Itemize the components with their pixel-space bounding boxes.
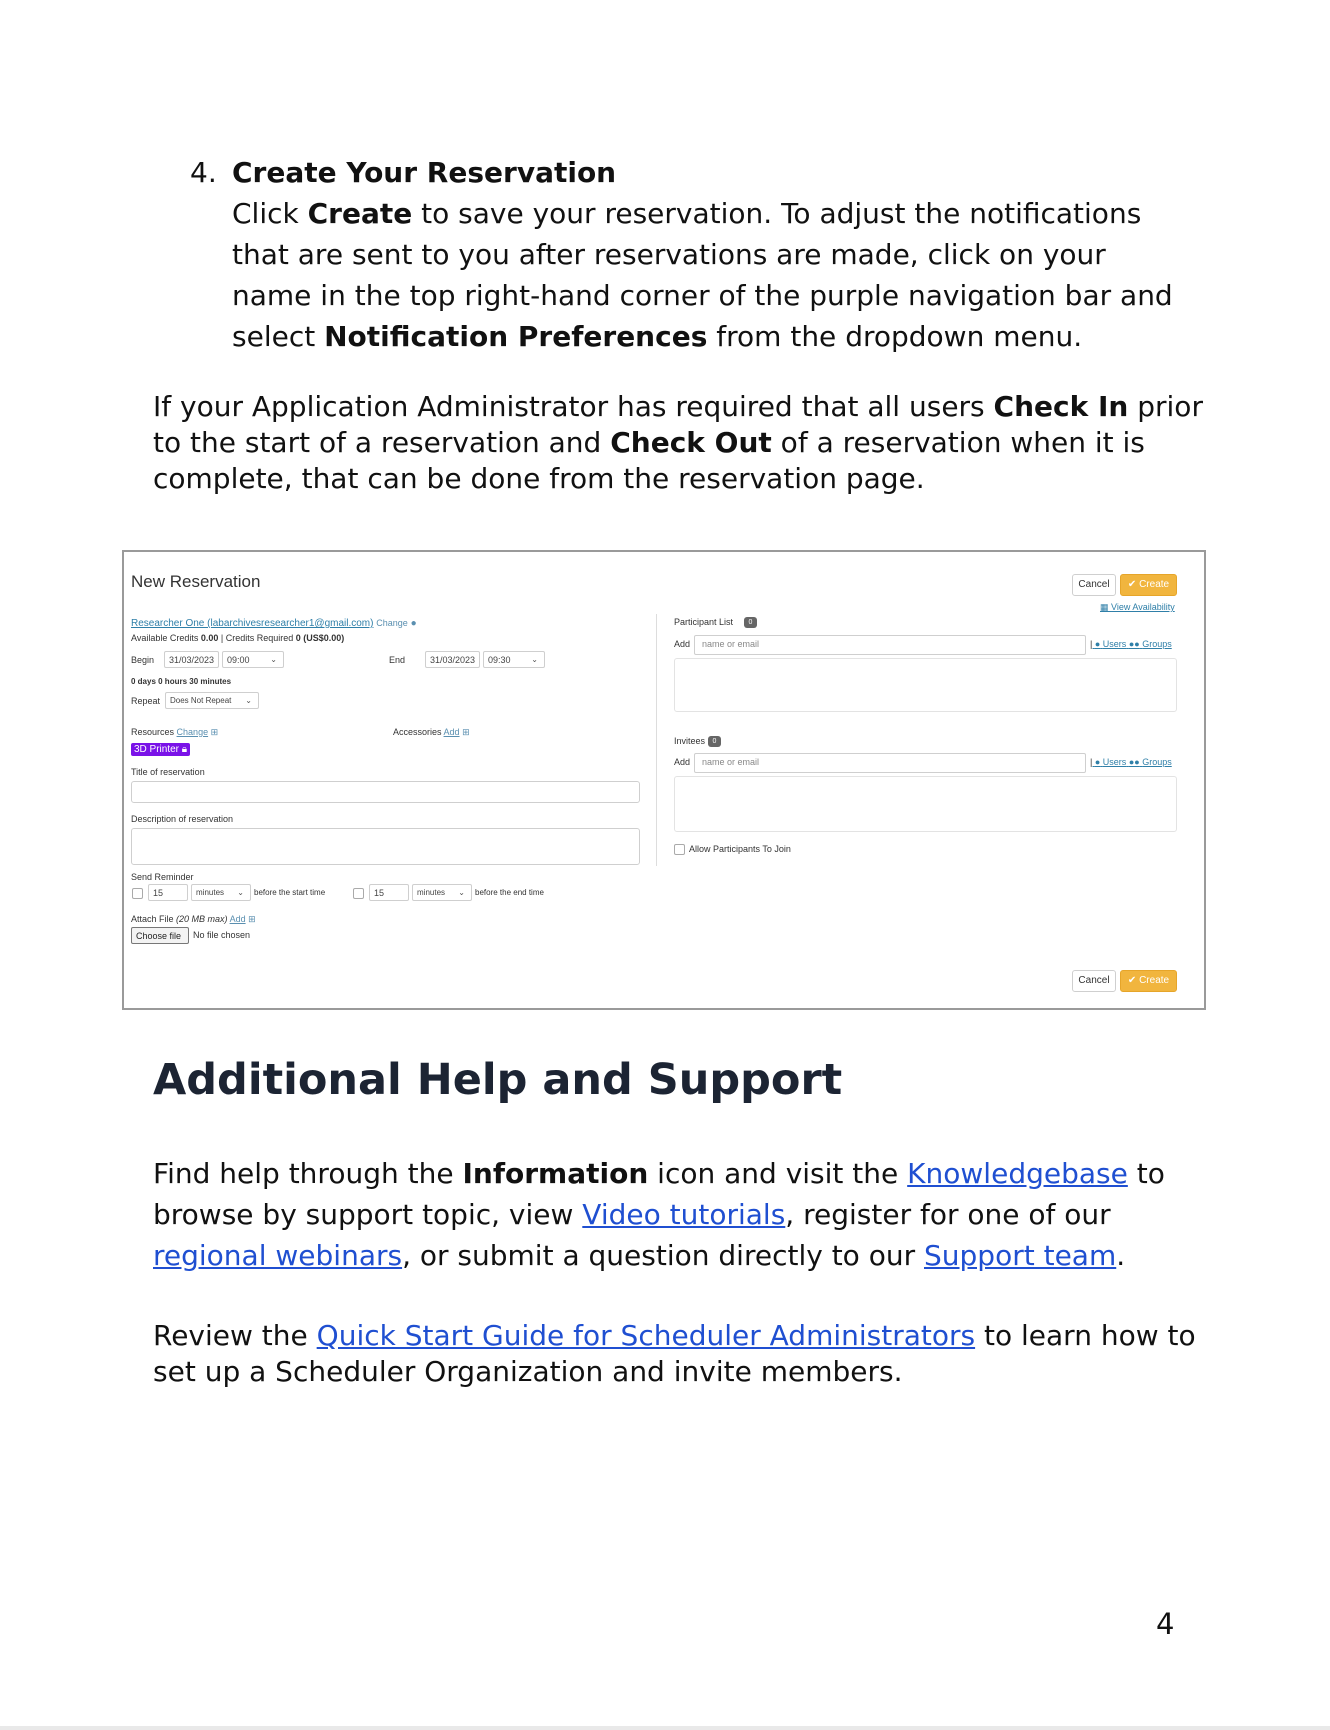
participant-count-badge: 0: [744, 617, 757, 628]
allow-join-label: Allow Participants To Join: [689, 844, 791, 854]
reminder-start-value[interactable]: 15: [148, 884, 188, 901]
review-paragraph: Review the Quick Start Guide for Scheduler Administrators to learn how to set up a Scheduler Organization and invite members.: [153, 1319, 1196, 1388]
invitees-list-box: [674, 776, 1177, 832]
user-line: [131, 618, 417, 629]
checkin-paragraph: If your Application Administrator has required that all users Check In prior to the start of a reservation and Check Out of a reservation when it is complete, that can be done from the reservation page.: [153, 390, 1203, 495]
step-line-3: name in the top right-hand corner of the purple navigation bar and: [232, 279, 1173, 312]
change-user-link[interactable]: Change: [376, 618, 408, 628]
calendar-icon: ▦: [1100, 602, 1112, 612]
view-availability-link[interactable]: ▦ View Availability: [1100, 602, 1175, 612]
cancel-button-bottom[interactable]: Cancel: [1072, 970, 1116, 992]
reminder-label: Send Reminder: [131, 872, 194, 882]
choose-file-button[interactable]: Choose file: [131, 927, 189, 944]
support-team-link[interactable]: Support team: [924, 1239, 1117, 1272]
description-textarea[interactable]: [131, 828, 640, 865]
no-file-text: No file chosen: [193, 930, 251, 940]
repeat-select[interactable]: Does Not Repeat ⌄: [165, 692, 259, 709]
help-paragraph: Find help through the Information icon and visit the Knowledgebase to browse by support topic, view Video tutorials, register for one of our regional webinars, or submit a question directly to our Support team.: [153, 1157, 1165, 1272]
duration-text: 0 days 0 hours 30 minutes: [131, 677, 232, 686]
form-title: New Reservation: [131, 572, 261, 591]
begin-time-select[interactable]: 09:00 ⌄: [222, 651, 284, 668]
reminder-start-checkbox[interactable]: [132, 888, 143, 899]
plus-square-icon: ⊞: [248, 914, 256, 924]
participant-label: Participant List: [674, 617, 734, 627]
page-number: 4: [1156, 1607, 1175, 1641]
plus-square-icon: ⊞: [210, 727, 219, 737]
repeat-label: Repeat: [131, 696, 161, 706]
end-time-select[interactable]: 09:30 ⌄: [483, 651, 545, 668]
participant-input[interactable]: name or email: [694, 635, 1086, 655]
plus-square-icon: ⊞: [462, 727, 470, 737]
chevron-down-icon: ⌄: [270, 655, 277, 664]
user-link[interactable]: Researcher One (labarchivesresearcher1@gmail.com): [131, 618, 374, 629]
resource-tag[interactable]: 3D Printer 🔒︎: [131, 743, 190, 756]
reminder-end-text: before the end time: [475, 888, 544, 897]
begin-label: Begin: [131, 655, 155, 665]
reminder-end-checkbox[interactable]: [353, 888, 364, 899]
end-label: End: [389, 655, 406, 665]
invitees-label: Invitees: [674, 736, 706, 746]
user-icon: ●: [410, 618, 417, 629]
description-label: Description of reservation: [131, 814, 234, 824]
invitees-add-label: Add: [674, 757, 691, 767]
regional-webinars-link[interactable]: regional webinars: [153, 1239, 403, 1272]
step-line-1: Click Create to save your reservation. To adjust the notifications: [232, 197, 1142, 230]
reminder-end-value[interactable]: 15: [369, 884, 409, 901]
participant-users-groups[interactable]: | ● Users ●● Groups: [1090, 639, 1172, 649]
attach-add-link[interactable]: Add: [229, 914, 246, 924]
create-button-top[interactable]: ✔ Create: [1120, 574, 1177, 596]
allow-join-checkbox[interactable]: [674, 844, 685, 855]
create-button-bottom[interactable]: ✔ Create: [1120, 970, 1177, 992]
video-tutorials-link[interactable]: Video tutorials: [582, 1198, 786, 1231]
invitees-count-badge: 0: [708, 736, 721, 747]
lock-icon: 🔒︎: [181, 744, 188, 755]
invitees-input[interactable]: name or email: [694, 753, 1086, 773]
step-4: [190, 152, 1190, 357]
end-date-input[interactable]: 31/03/2023: [425, 651, 480, 668]
user-icon: ●: [1094, 757, 1101, 767]
page-bottom-divider: [0, 1726, 1330, 1730]
column-divider: [656, 614, 657, 866]
check-circle-icon: ✔: [1127, 579, 1140, 590]
knowledgebase-link[interactable]: Knowledgebase: [907, 1157, 1128, 1190]
chevron-down-icon: ⌄: [531, 655, 538, 664]
participant-add-label: Add: [674, 639, 691, 649]
reminder-start-text: before the start time: [254, 888, 326, 897]
quick-start-guide-link[interactable]: Quick Start Guide for Scheduler Administrators: [316, 1319, 976, 1352]
accessories-add-link[interactable]: Add: [443, 727, 460, 737]
resources-change-link[interactable]: Change: [176, 727, 209, 737]
users-group-icon: ●●: [1128, 757, 1140, 767]
check-circle-icon: ✔: [1127, 975, 1140, 986]
participant-list-box: [674, 658, 1177, 712]
title-input[interactable]: [131, 781, 640, 803]
step-number: 4.: [190, 156, 217, 189]
accessories-line: Accessories Add ⊞: [393, 727, 470, 737]
help-heading: Additional Help and Support: [153, 1055, 843, 1105]
reminder-end-unit[interactable]: minutes ⌄: [412, 884, 472, 901]
credits-line: Available Credits 0.00 | Credits Required 0 (US$0.00): [131, 633, 345, 643]
title-label: Title of reservation: [131, 767, 205, 777]
step-line-4: select Notification Preferences from the dropdown menu.: [232, 320, 1083, 353]
step-title: Create Your Reservation: [232, 156, 617, 189]
step-line-2: that are sent to you after reservations are made, click on your: [232, 238, 1106, 271]
user-icon: ●: [1094, 639, 1101, 649]
users-group-icon: ●●: [1128, 639, 1140, 649]
cancel-button-top[interactable]: Cancel: [1072, 574, 1116, 596]
attach-line: Attach File (20 MB max) Add ⊞: [131, 914, 256, 924]
resources-line: Resources Change ⊞: [131, 727, 219, 737]
chevron-down-icon: ⌄: [237, 888, 244, 897]
chevron-down-icon: ⌄: [458, 888, 465, 897]
chevron-down-icon: ⌄: [245, 696, 252, 705]
reminder-start-unit[interactable]: minutes ⌄: [191, 884, 251, 901]
begin-date-input[interactable]: 31/03/2023: [164, 651, 219, 668]
new-reservation-screenshot: [122, 550, 1206, 1010]
invitees-users-groups[interactable]: | ● Users ●● Groups: [1090, 757, 1172, 767]
